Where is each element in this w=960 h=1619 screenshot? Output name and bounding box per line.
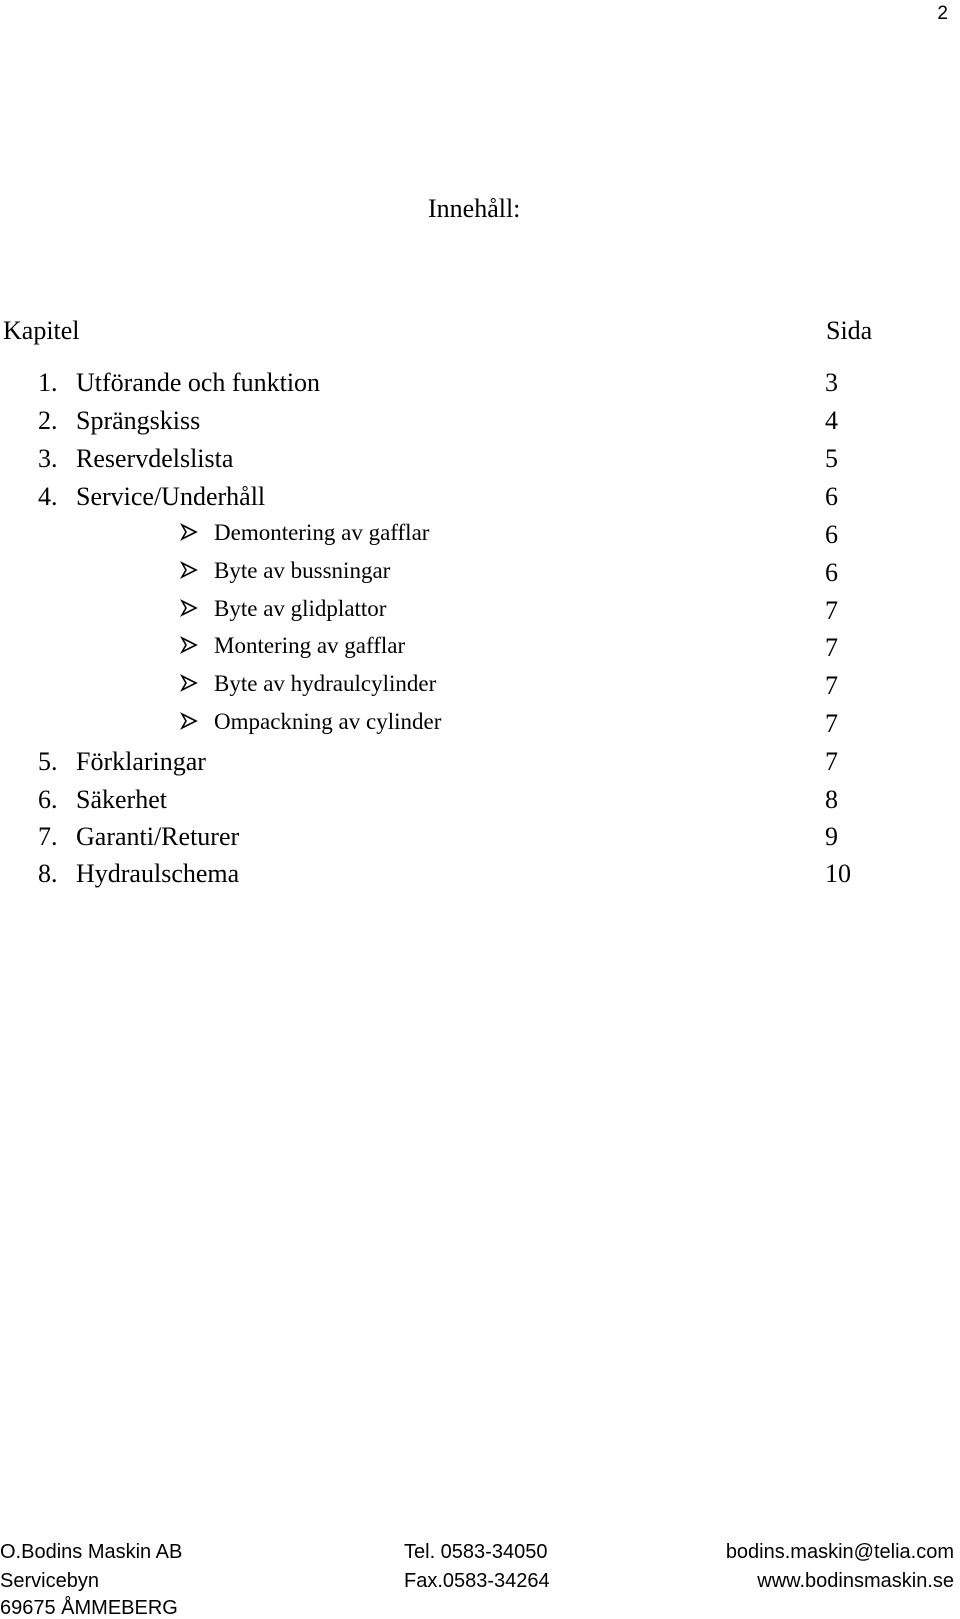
toc-entry[interactable]: [0, 368, 960, 398]
toc-entry-number: 6.: [38, 785, 58, 814]
toc-subentry[interactable]: [0, 596, 960, 626]
footer-street: Servicebyn: [0, 1570, 99, 1592]
toc-column-chapter: Kapitel: [3, 316, 80, 345]
toc-entry[interactable]: [0, 747, 960, 777]
toc-entry-number: 7.: [38, 822, 58, 851]
toc-subentry-page: 7: [825, 633, 838, 662]
toc-subentry-page: 7: [825, 709, 838, 738]
toc-heading: Innehåll:: [428, 194, 521, 223]
toc-entry-number: 2.: [38, 406, 58, 435]
toc-entry-page: 7: [825, 747, 838, 776]
toc-entry[interactable]: [0, 482, 960, 512]
toc-entry-title: Utförande och funktion: [76, 368, 321, 397]
toc-entry-number: 3.: [38, 444, 58, 473]
toc-entry[interactable]: [0, 822, 960, 852]
page-number: 2: [937, 3, 948, 24]
toc-entry-page: 8: [825, 785, 838, 814]
toc-subentry[interactable]: [0, 633, 960, 663]
toc-subentry[interactable]: [0, 671, 960, 701]
toc-subentry-title: Byte av hydraulcylinder: [214, 671, 437, 696]
toc-subentry-page: 6: [825, 520, 838, 549]
footer-email[interactable]: bodins.maskin@telia.com: [725, 1541, 954, 1563]
toc-column-page: Sida: [826, 316, 873, 345]
footer-company: O.Bodins Maskin AB: [0, 1541, 183, 1563]
toc-entry-page: 3: [825, 368, 838, 397]
toc-entry-page: 10: [825, 859, 851, 888]
toc-subentry[interactable]: [0, 558, 960, 588]
toc-entry-title: Säkerhet: [76, 785, 167, 814]
footer-website[interactable]: www.bodinsmaskin.se: [757, 1570, 954, 1592]
toc-subentry-title: Demontering av gafflar: [214, 520, 430, 545]
toc-entry[interactable]: [0, 785, 960, 815]
arrowhead-bullet-icon: [180, 712, 198, 730]
footer-postal: 69675 ÅMMEBERG: [0, 1597, 178, 1619]
toc-subentry-page: 7: [825, 671, 838, 700]
arrowhead-bullet-icon: [180, 599, 198, 617]
arrowhead-bullet-icon: [180, 636, 198, 654]
toc-subentry-title: Ompackning av cylinder: [214, 709, 442, 734]
arrowhead-bullet-icon: [180, 674, 198, 692]
toc-entry[interactable]: [0, 859, 960, 889]
toc-subentry-page: 6: [825, 558, 838, 587]
arrowhead-bullet-icon: [180, 561, 198, 579]
toc-entry-number: 5.: [38, 747, 58, 776]
toc-subentry[interactable]: [0, 520, 960, 550]
toc-entry[interactable]: [0, 444, 960, 474]
toc-subentry-page: 7: [825, 596, 838, 625]
toc-entry-title: Hydraulschema: [76, 859, 240, 888]
toc-entry-title: Sprängskiss: [76, 406, 201, 435]
toc-entry-number: 8.: [38, 859, 58, 888]
footer-fax: Fax.0583-34264: [404, 1570, 550, 1592]
toc-entry-title: Förklaringar: [76, 747, 206, 776]
toc-entry-number: 1.: [38, 368, 58, 397]
toc-entry-page: 5: [825, 444, 838, 473]
toc-entry-page: 9: [825, 822, 838, 851]
toc-entry[interactable]: [0, 406, 960, 436]
toc-subentry[interactable]: [0, 709, 960, 739]
toc-subentry-title: Byte av glidplattor: [214, 596, 387, 621]
toc-entry-page: 6: [825, 482, 838, 511]
footer-phone: Tel. 0583-34050: [404, 1541, 548, 1563]
toc-entry-number: 4.: [38, 482, 58, 511]
arrowhead-bullet-icon: [180, 523, 198, 541]
toc-entry-title: Reservdelslista: [76, 444, 234, 473]
toc-subentry-title: Montering av gafflar: [214, 633, 406, 658]
toc-entry-title: Garanti/Returer: [76, 822, 240, 851]
toc-entry-title: Service/Underhåll: [76, 482, 266, 511]
toc-subentry-title: Byte av bussningar: [214, 558, 391, 583]
toc-entry-page: 4: [825, 406, 838, 435]
